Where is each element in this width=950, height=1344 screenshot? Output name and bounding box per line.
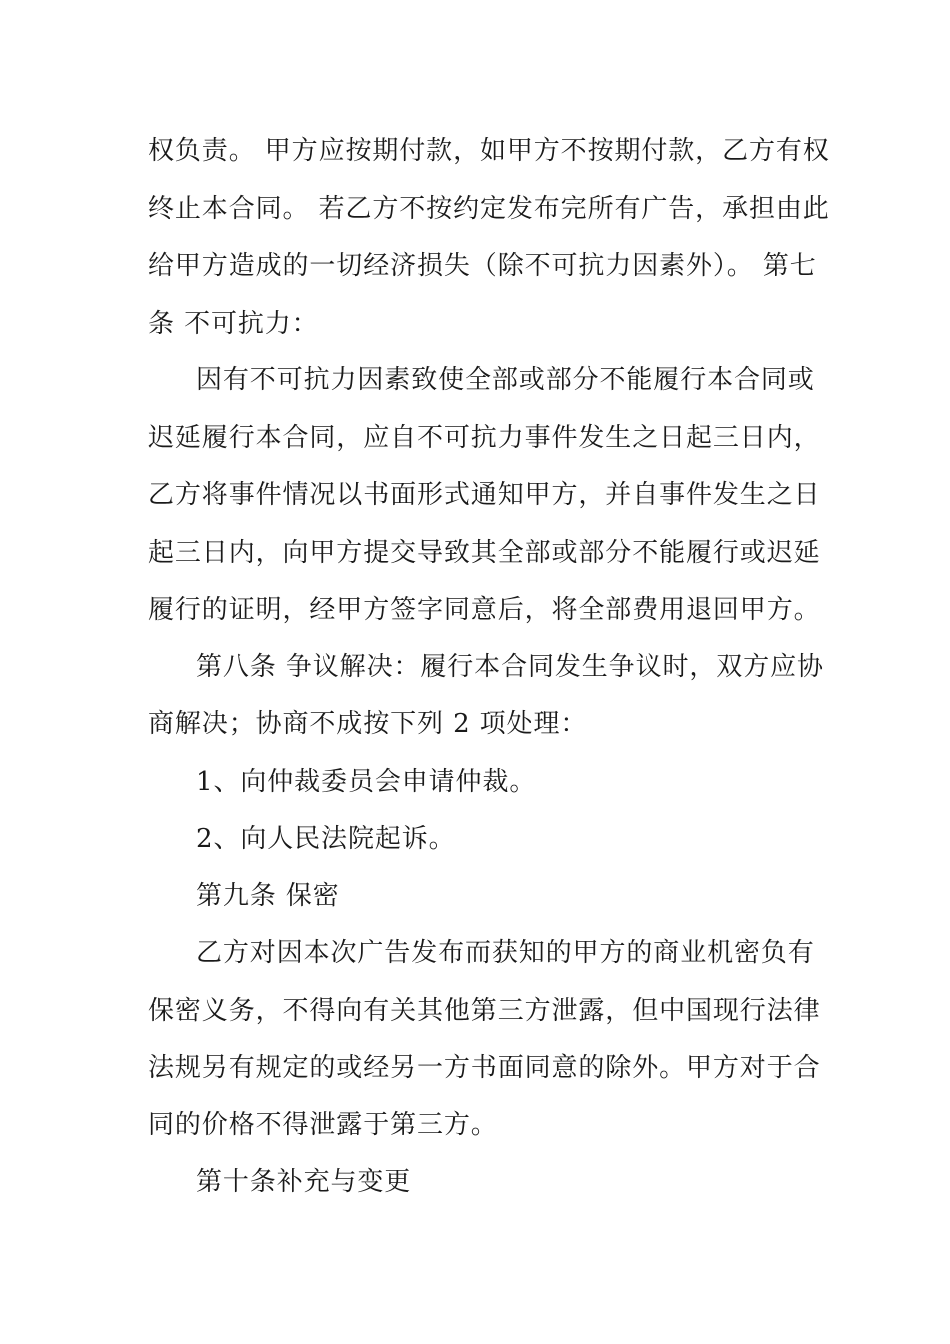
text-line: 保密义务，不得向有关其他第三方泄露，但中国现行法律 [148, 996, 821, 1026]
text-line: 法规另有规定的或经另一方书面同意的除外。甲方对于合 [148, 1053, 821, 1083]
list-item-2: 2、向人民法院起诉。 [196, 824, 456, 854]
paragraph-first-line: 因有不可抗力因素致使全部或部分不能履行本合同或 [196, 365, 815, 395]
text-line: 权负责。 甲方应按期付款，如甲方不按期付款，乙方有权 [148, 136, 830, 166]
text-line: 迟延履行本合同，应自不可抗力事件发生之日起三日内， [148, 423, 821, 453]
text-line: 条 不可抗力： [148, 309, 319, 339]
article-10-heading: 第十条补充与变更 [196, 1167, 412, 1197]
article-8-heading: 第八条 争议解决：履行本合同发生争议时，双方应协 [196, 652, 824, 682]
paragraph-first-line: 乙方对因本次广告发布而获知的甲方的商业机密负有 [196, 938, 815, 968]
text-line: 乙方将事件情况以书面形式通知甲方，并自事件发生之日 [148, 480, 821, 510]
article-9-heading: 第九条 保密 [196, 881, 340, 911]
text-line: 给甲方造成的一切经济损失（除不可抗力因素外）。 第七 [148, 251, 817, 281]
text-line: 终止本合同。 若乙方不按约定发布完所有广告，承担由此 [148, 194, 830, 224]
text-line: 履行的证明，经甲方签字同意后，将全部费用退回甲方。 [148, 595, 821, 625]
text-line: 同的价格不得泄露于第三方。 [148, 1110, 498, 1140]
text-line: 起三日内，向甲方提交导致其全部或部分不能履行或迟延 [148, 538, 821, 568]
text-line: 商解决；协商不成按下列 2 项处理： [148, 709, 588, 739]
list-item-1: 1、向仲裁委员会申请仲裁。 [196, 767, 537, 797]
